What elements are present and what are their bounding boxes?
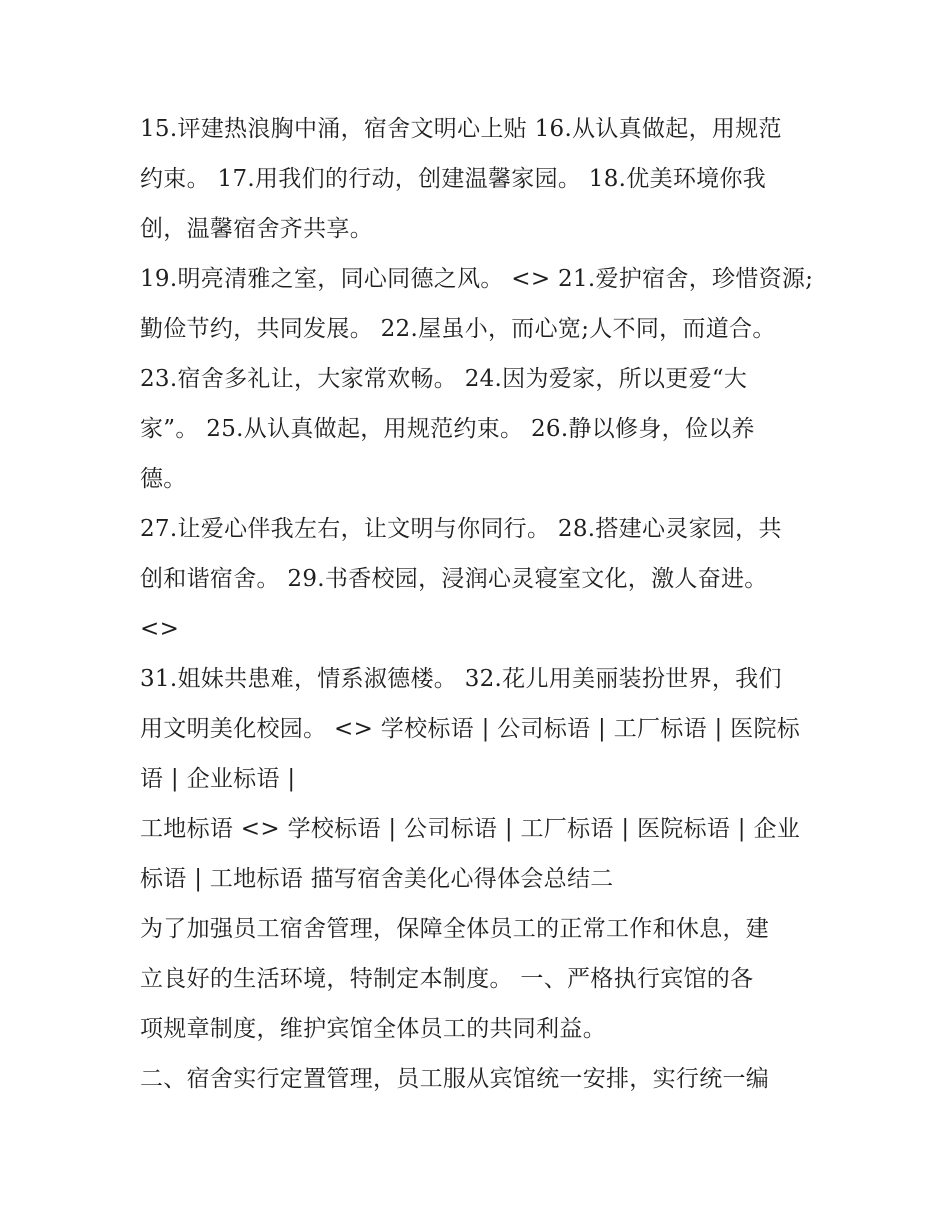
document-body [140, 104, 840, 1104]
text-line: 为了加强员工宿舍管理，保障全体员工的正常工作和休息，建 [140, 916, 770, 942]
text-line: 家”。 25.从认真做起，用规范约束。 26.静以修身，俭以养 [140, 416, 755, 442]
text-line: 工地标语 <> 学校标语 | 公司标语 | 工厂标语 | 医院标语 | 企业 [140, 816, 801, 842]
paragraph-slogans-15-18 [140, 104, 840, 254]
paragraph-dorm-rules-2 [140, 1054, 840, 1104]
text-line: 23.宿舍多礼让，大家常欢畅。 24.因为爱家，所以更爱“大 [140, 366, 748, 392]
paragraph-category-links [140, 804, 840, 904]
text-line: 约束。 17.用我们的行动，创建温馨家园。 18.优美环境你我 [140, 166, 767, 192]
text-line: 德。 [140, 466, 187, 492]
paragraph-slogans-31-32 [140, 654, 840, 804]
text-line: 项规章制度，维护宾馆全体员工的共同利益。 [140, 1016, 606, 1042]
paragraph-dorm-rules-intro [140, 904, 840, 1054]
text-line: <> [140, 616, 180, 642]
text-line: 语 | 企业标语 | [140, 766, 296, 792]
text-line: 标语 | 工地标语 描写宿舍美化心得体会总结二 [140, 866, 614, 892]
text-line: 立良好的生活环境，特制定本制度。 一、严格执行宾馆的各 [140, 966, 754, 992]
text-line: 勤俭节约，共同发展。 22.屋虽小，而心宽;人不同，而道合。 [140, 316, 776, 342]
text-line: 二、宿舍实行定置管理，员工服从宾馆统一安排，实行统一编 [140, 1066, 770, 1092]
text-line: 用文明美化校园。 <> 学校标语 | 公司标语 | 工厂标语 | 医院标 [140, 716, 801, 742]
text-line: 19.明亮清雅之室，同心同德之风。 <> 21.爱护宿舍，珍惜资源; [140, 266, 814, 292]
text-line: 27.让爱心伴我左右，让文明与你同行。 28.搭建心灵家园，共 [140, 516, 782, 542]
text-line: 创和谐宿舍。 29.书香校园，浸润心灵寝室文化，激人奋进。 [140, 566, 768, 592]
text-line: 创，温馨宿舍齐共享。 [140, 216, 373, 242]
text-line: 31.姐妹共患难，情系淑德楼。 32.花儿用美丽装扮世界，我们 [140, 666, 782, 692]
text-line: 15.评建热浪胸中涌，宿舍文明心上贴 16.从认真做起，用规范 [140, 116, 782, 142]
paragraph-slogans-19-26 [140, 254, 840, 504]
paragraph-slogans-27-29 [140, 504, 840, 654]
